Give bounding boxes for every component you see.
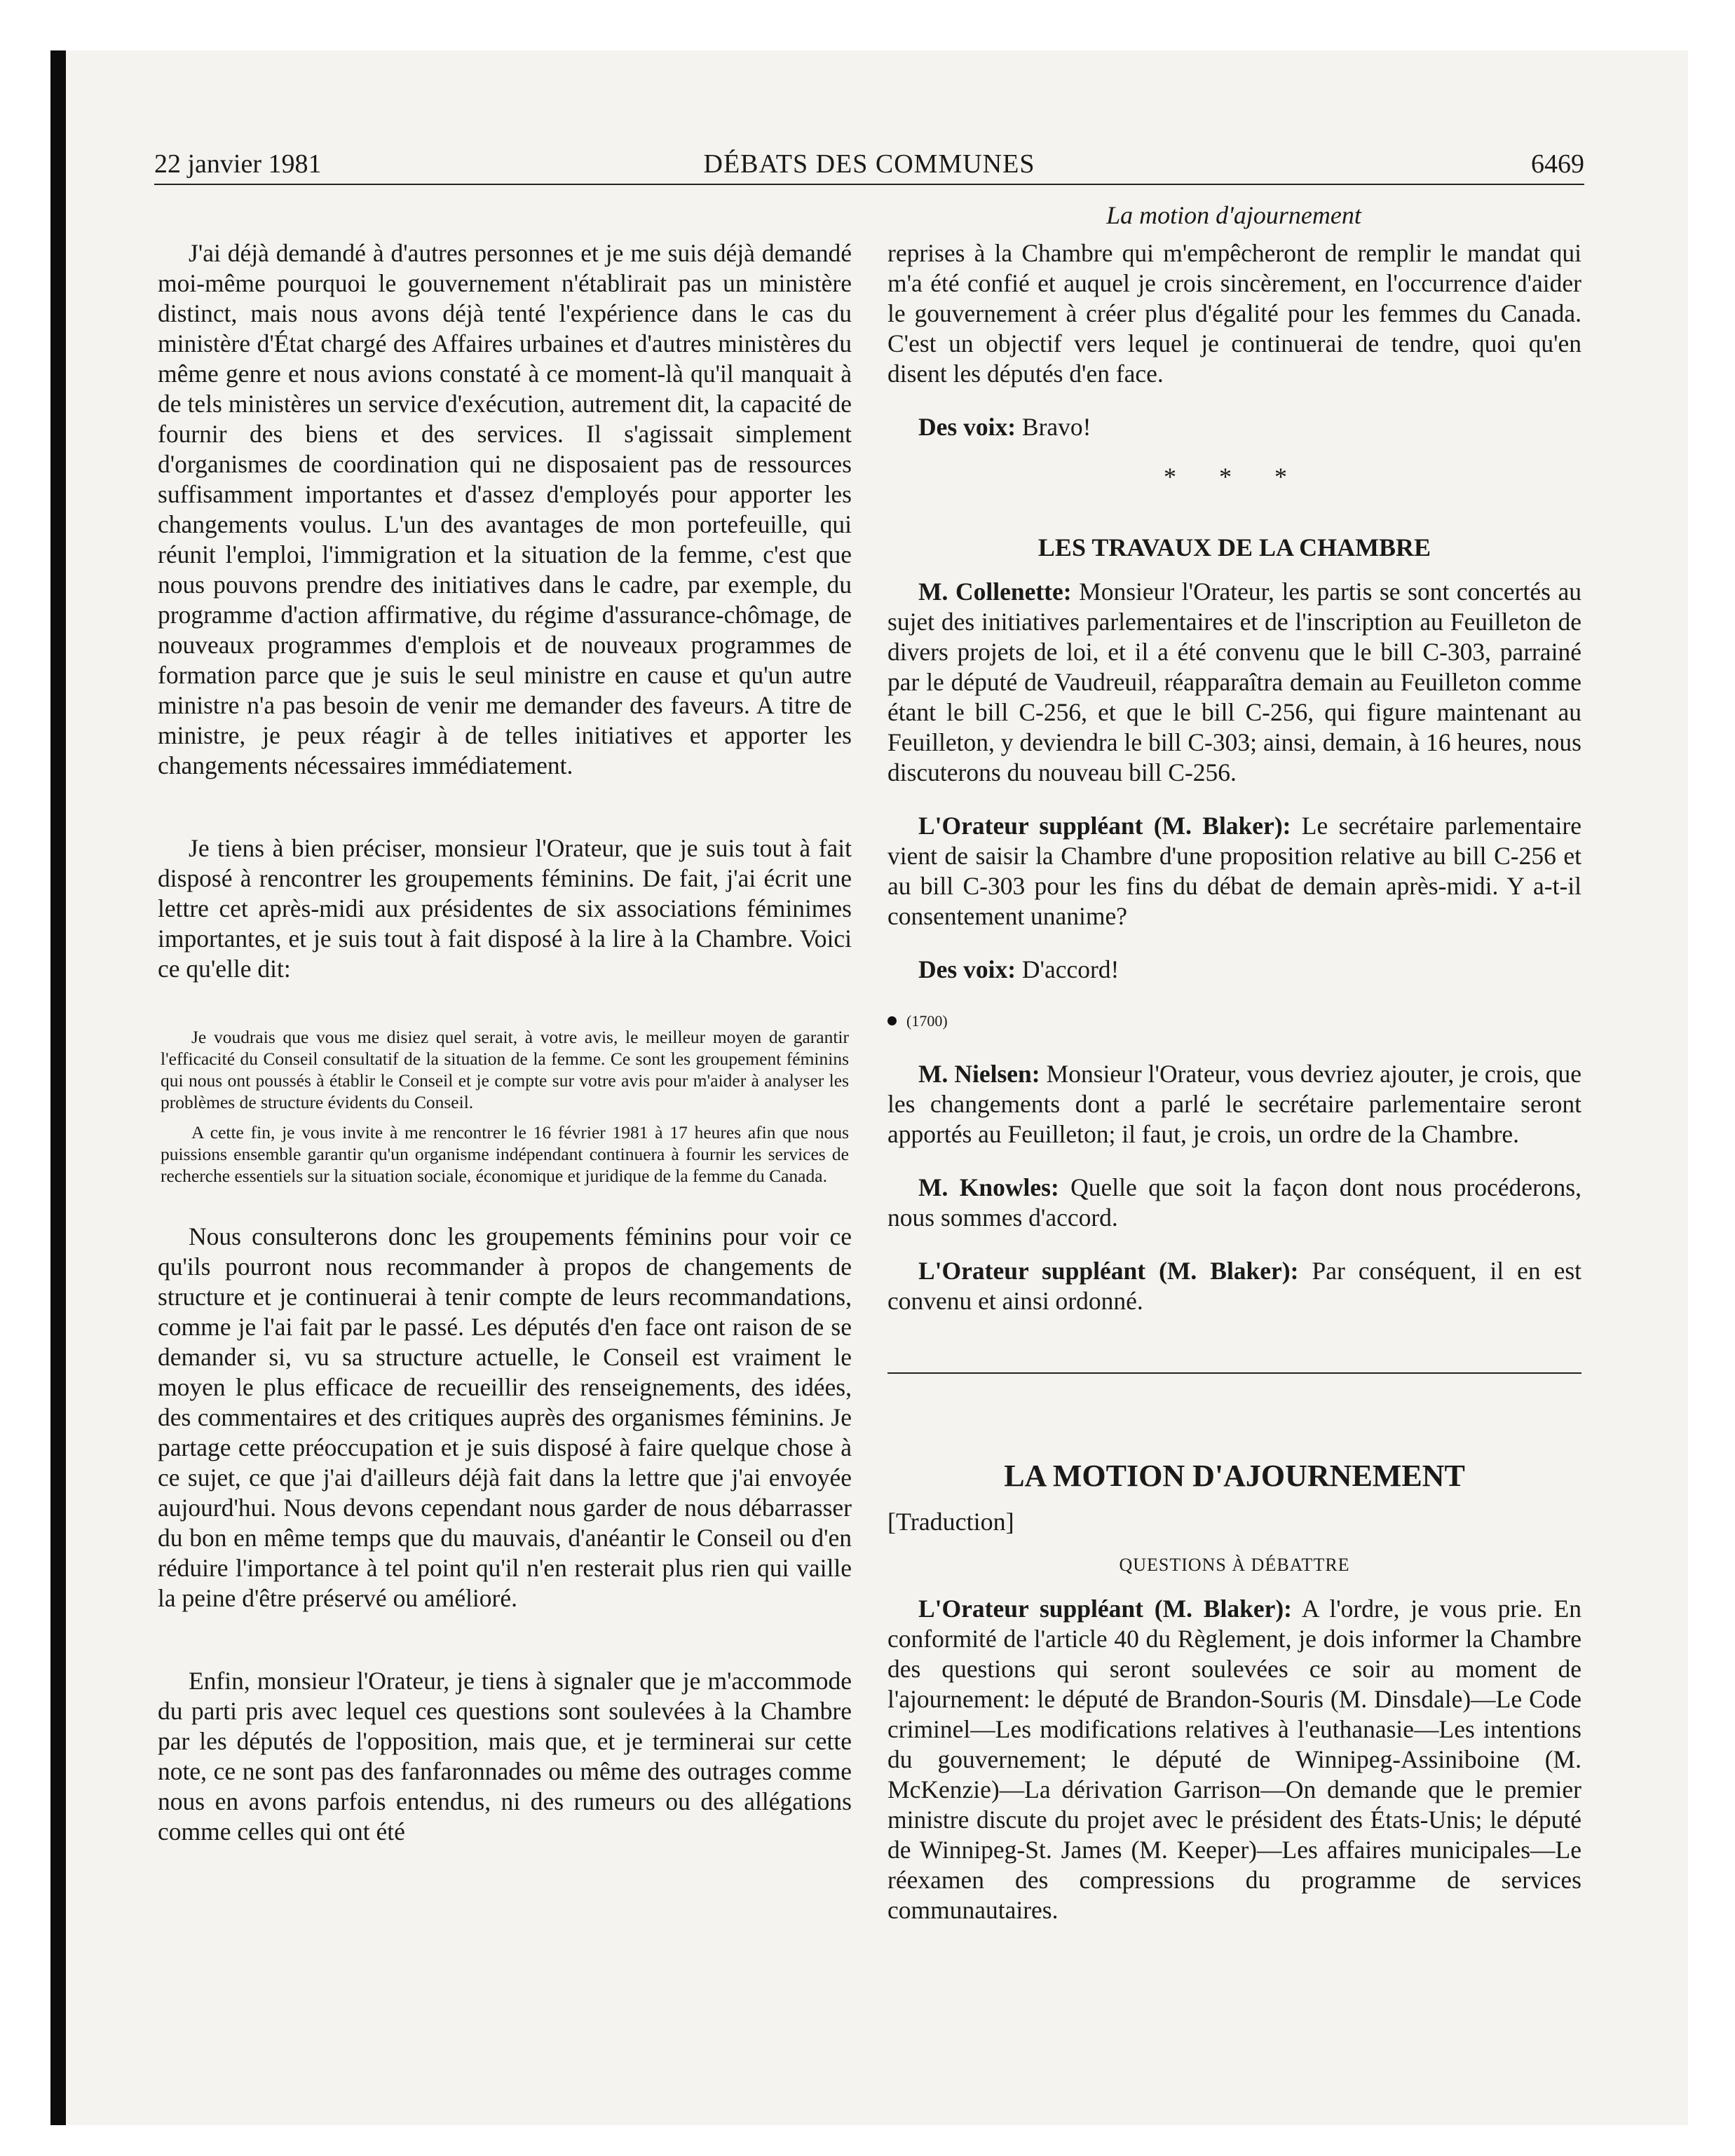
speech-text: D'accord! [1021,955,1120,983]
speaker-name: Des voix: [918,413,1016,441]
speaker-name: L'Orateur suppléant (M. Blaker): [918,1257,1299,1285]
translation-note: [Traduction] [887,1508,1014,1536]
speaker-name: M. Nielsen: [918,1060,1040,1088]
speech [887,1173,1581,1233]
speech [887,811,1581,932]
section-rule [887,1372,1581,1374]
subheading: QUESTIONS À DÉBATTRE [1119,1555,1350,1575]
paragraph: Enfin, monsieur l'Orateur, je tiens à signaler que je m'accommode du parti pris avec lequel ces questions sont soulevées à la Chambre par les députés de l'opposition, mais que, et je terminerai sur cette note, ce ne sont pas des fanfaronnades ou même des outrages comme nous en avons parfois entendus, ni des rumeurs ou des allégations comme celles qui ont été [158,1667,852,1845]
paragraph: J'ai déjà demandé à d'autres personnes et je me suis déjà demandé moi-même pourquoi le gouvernement n'établirait pas un ministère distinct, mais nous avons déjà tenté l'expérience dans le cas du ministère d'État chargé des Affaires urbaines et d'autres ministères du même genre et nous avions constaté à ce moment-là qu'il manquait à de tels ministères un service d'exécution, autrement dit, la capacité de fournir des biens et des services. Il s'agissait simplement d'organismes de coordination qui ne disposaient pas de ressources suffisamment importantes et d'assez d'employés pour apporter les changements voulus. L'un des avantages de mon portefeuille, qui réunit l'emploi, l'immigration et la situation de la femme, c'est que nous pouvons prendre des initiatives dans le cadre, par exemple, du programme d'action affirmative, du régime d'assurance-chômage, de nouveaux programmes d'emplois et de nouveaux programmes de formation parce que je suis le seul ministre en cause et qu'un autre ministre n'a pas besoin de venir me demander des faveurs. A titre de ministre, je peux réagir à de telles initiatives et apporter les changements nécessaires immédiatement. [158,239,852,779]
speech-text: Quelle que soit la façon dont nous procéderons, nous sommes d'accord. [887,1173,1581,1231]
speech [887,955,1581,985]
header-title: DÉBATS DES COMMUNES [703,149,1035,179]
speaker-name: M. Collenette: [918,578,1072,606]
section-separator: * * * [1164,463,1305,491]
speech [887,1059,1581,1149]
header-date: 22 janvier 1981 [154,149,322,179]
quoted-letter [161,1026,849,1187]
page-number: 6469 [1531,149,1584,179]
speech [887,1256,1581,1316]
left-column [158,238,852,1847]
speech [887,1594,1581,1925]
speech [887,412,1581,442]
header-rule [154,184,1584,185]
speech-text: A l'ordre, je vous prie. En conformité de l'article 40 du Règlement, je dois informer la Chambre des questions qui seront soulevées ce soir au moment de l'ajournement: le député de Brandon-Souris (M. Dinsdale)—Le Code criminel—Les modifications relatives à l'euthanasie—Les intentions du gouvernement; le député de Winnipeg-Assiniboine (M. McKenzie)—La dérivation Garrison—On demande que le premier ministre discute du projet avec le président des États-Unis; le député de Winnipeg-St. James (M. Keeper)—Les affaires municipales—Le réexamen des compressions du programme de services communautaires. [887,1595,1581,1924]
speech-text: Monsieur l'Orateur, vous devriez ajouter, je crois, que les changements dont a parlé le secrétaire parlementaire seront apportés au Feuilleton; il faut, je crois, un ordre de la Chambre. [887,1060,1582,1148]
speaker-name: Des voix: [918,955,1016,983]
speaker-name: M. Knowles: [918,1173,1059,1201]
quote-paragraph: Je voudrais que vous me disiez quel serait, à votre avis, le meilleur moyen de garantir l'efficacité du Conseil consultatif de la situation de la femme. Ce sont les groupement féminins qui nous ont poussés à établir le Conseil et je compte sur votre avis pour m'aider à analyser les problèmes de structure évidents du Conseil. [161,1027,849,1112]
right-column [887,238,1581,1925]
quote-paragraph: A cette fin, je vous invite à me rencontrer le 16 février 1981 à 17 heures afin que nous puissions ensemble garantir qu'un organisme indépendant continuera à fournir les services de recherche essentiels sur la situation sociale, économique et juridique de la femme du Canada. [161,1122,849,1186]
paragraph: Nous consulterons donc les groupements féminins pour voir ce qu'ils pourront nous recommander à propos de changements de structure et je continuerai à tenir compte de leurs recommandations, comme je l'ai fait par le passé. Les députés d'en face ont raison de se demander si, vu sa structure actuelle, le Conseil est vraiment le moyen le plus efficace de recueillir des renseignements, des idées, des commentaires et des critiques auprès des organismes féminins. Je partage cette préoccupation et je suis disposé à faire quelque chose à ce sujet, ce que j'ai d'ailleurs déjà fait dans la lettre que j'ai envoyée aujourd'hui. Nous devons cependant nous garder de nous débarrasser du bon en même temps que du mauvais, d'anéantir le Conseil ou d'en réduire l'importance à tel point qu'il n'en resterait plus rien qui vaille la peine d'être préservé ou amélioré. [158,1222,852,1612]
section-heading: LES TRAVAUX DE LA CHAMBRE [1037,533,1431,561]
speaker-name: L'Orateur suppléant (M. Blaker): [918,1595,1292,1623]
section-title: LA MOTION D'AJOURNEMENT [1004,1459,1465,1493]
time-marker [887,1006,1581,1036]
speaker-name: L'Orateur suppléant (M. Blaker): [918,812,1291,840]
paragraph: Je tiens à bien préciser, monsieur l'Orateur, que je suis tout à fait disposé à rencontrer les groupements féminins. De fait, j'ai écrit une lettre cet après-midi aux présidentes de six associations féminimes importantes, et je suis tout à fait disposé à la lire à la Chambre. Voici ce qu'elle dit: [158,834,852,983]
speech-text: Monsieur l'Orateur, les partis se sont concertés au sujet des initiatives parlementaires et de l'inscription au Feuilleton de divers projets de loi, et il a été convenu que le bill C-303, parrainé par le député de Vaudreuil, réapparaîtra demain au Feuilleton comme étant le bill C-256, et que le bill C-256, qui figure maintenant au Feuilleton, y deviendra le bill C-303; ainsi, demain, à 16 heures, nous discuterons du nouveau bill C-256. [887,578,1582,786]
speech-text: Par conséquent, il en est convenu et ainsi ordonné. [887,1257,1582,1315]
speech-text: Le secrétaire parlementaire vient de saisir la Chambre d'une proposition relative au bill C-256 et au bill C-303 pour les fins du débat de demain après-midi. Y a-t-il consentement unanime? [887,812,1581,930]
bullet-icon [887,1016,897,1025]
binding-edge [50,50,66,2125]
paragraph: reprises à la Chambre qui m'empêcheront de remplir le mandat qui m'a été confié et auquel je crois sincèrement, en l'occurrence d'aider le gouvernement à créer plus d'égalité pour les femmes du Canada. C'est un objectif vers lequel je continuerai de tendre, quoi qu'en disent les députés d'en face. [887,239,1581,388]
time-label: (1700) [906,1012,948,1030]
speech [887,577,1581,788]
speech-text: Bravo! [1021,413,1091,441]
running-title: La motion d'ajournement [1106,201,1361,229]
page-header [154,146,1584,182]
